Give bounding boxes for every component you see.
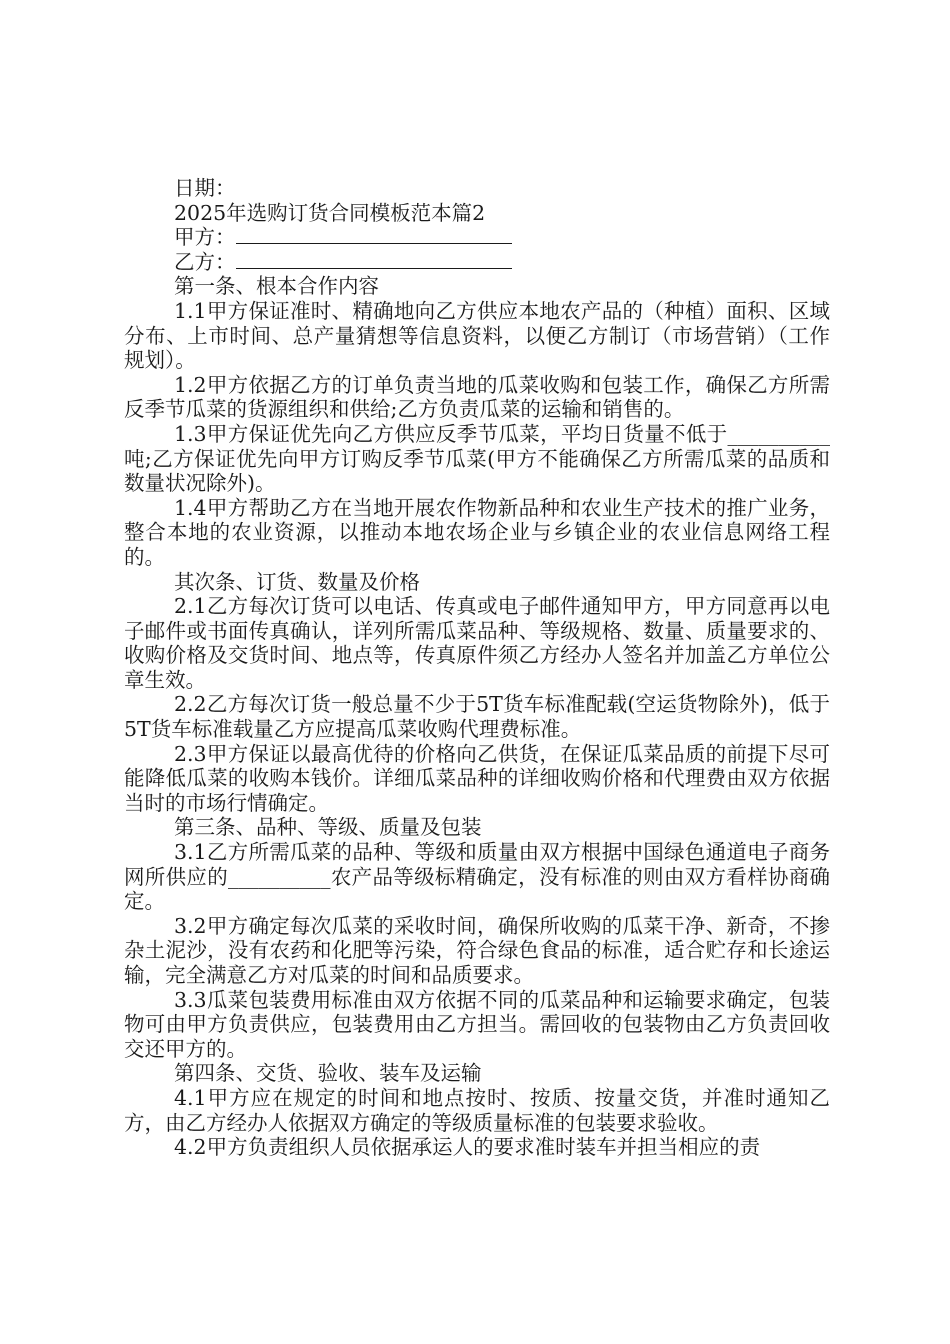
- paragraph: 4.1甲方应在规定的时间和地点按时、按质、按量交货，并准时通知乙方，由乙方经办人依据双方确定的等级质量标准的包装要求验收。: [124, 1085, 830, 1135]
- party-a-label: 甲方：: [174, 225, 236, 250]
- document-body: [124, 176, 830, 1160]
- party-a-blank: [236, 225, 512, 244]
- party-a-line: [124, 225, 830, 250]
- paragraph: 3.1乙方所需瓜菜的品种、等级和质量由双方根据中国绿色通道电子商务网所供应的__________农产品等级标精确定，没有标准的则由双方看样协商确定。: [124, 840, 830, 914]
- paragraph: 2.1乙方每次订货可以电话、传真或电子邮件通知甲方，甲方同意再以电子邮件或书面传真确认，详列所需瓜菜品种、等级规格、数量、质量要求的、收购价格及交货时间、地点等，传真原件须乙方经办人签名并加盖乙方单位公章生效。: [124, 594, 830, 692]
- party-b-blank: [236, 250, 512, 269]
- paragraph: 2.2乙方每次订货一般总量不少于5T货车标准配载(空运货物除外)，低于5T货车标准载量乙方应提高瓜菜收购代理费标准。: [124, 692, 830, 742]
- document-title: 2025年选购订货合同模板范本篇2: [174, 200, 486, 225]
- section-heading: 第四条、交货、验收、装车及运输: [174, 1061, 482, 1086]
- paragraph: 1.1甲方保证准时、精确地向乙方供应本地农产品的（种植）面积、区域分布、上市时间、总产量猜想等信息资料，以便乙方制订（市场营销）（工作规划）。: [124, 298, 830, 373]
- date-label: 日期：: [174, 176, 236, 200]
- party-b-label: 乙方：: [174, 249, 236, 274]
- paragraph: 1.3甲方保证优先向乙方供应反季节瓜菜，平均日货量不低于__________吨;乙方保证优先向甲方订购反季节瓜菜(甲方不能确保乙方所需瓜菜的品质和数量状况除外)。: [124, 421, 830, 496]
- party-b-line: [124, 250, 830, 275]
- paragraph: 1.4甲方帮助乙方在当地开展农作物新品种和农业生产技术的推广业务，整合本地的农业资源，以推动本地农场企业与乡镇企业的农业信息网络工程的。: [124, 495, 830, 569]
- paragraph: 2.3甲方保证以最高优待的价格向乙供货，在保证瓜菜品质的前提下尽可能降低瓜菜的收购本钱价。详细瓜菜品种的详细收购价格和代理费由双方依据当时的市场行情确定。: [124, 741, 830, 815]
- section-heading: 第一条、根本合作内容: [174, 274, 379, 299]
- paragraph: 3.2甲方确定每次瓜菜的采收时间，确保所收购的瓜菜干净、新奇，不掺杂土泥沙，没有农药和化肥等污染，符合绿色食品的标准，适合贮存和长途运输，完全满意乙方对瓜菜的时间和品质要求。: [124, 913, 830, 987]
- paragraph: 4.2甲方负责组织人员依据承运人的要求准时装车并担当相应的责: [174, 1135, 761, 1160]
- section-heading: 第三条、品种、等级、质量及包装: [174, 815, 482, 840]
- paragraph: 3.3瓜菜包装费用标准由双方依据不同的瓜菜品种和运输要求确定，包装物可由甲方负责供应，包装费用由乙方担当。需回收的包装物由乙方负责回收交还甲方的。: [124, 987, 830, 1061]
- paragraph: 1.2甲方依据乙方的订单负责当地的瓜菜收购和包装工作，确保乙方所需反季节瓜菜的货源组织和供给;乙方负责瓜菜的运输和销售的。: [124, 372, 830, 422]
- section-heading: 其次条、订货、数量及价格: [174, 569, 420, 594]
